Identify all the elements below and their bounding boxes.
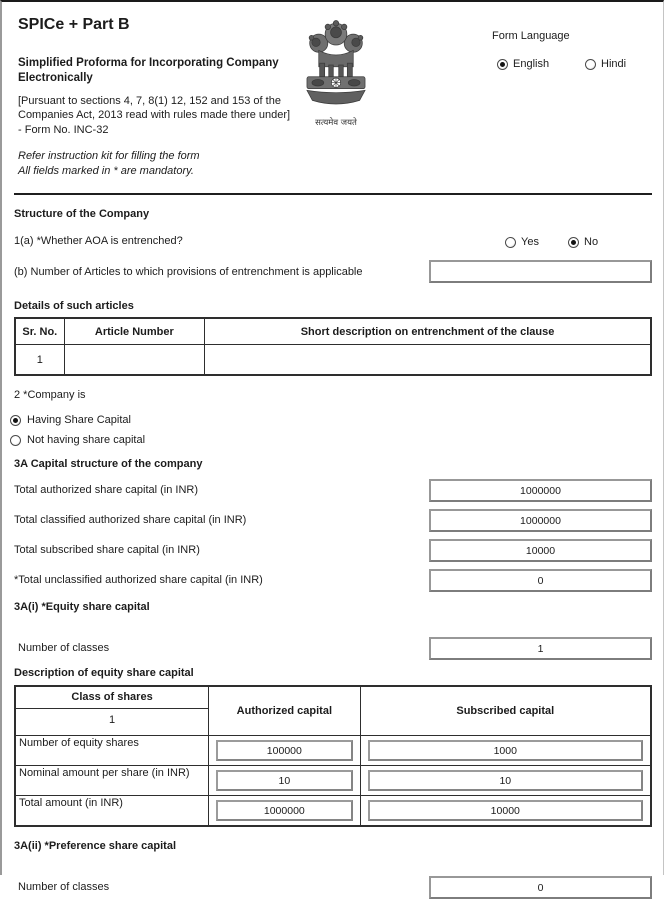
- equity-classes-input[interactable]: 1: [429, 637, 652, 660]
- equity-shares-subscribed-input[interactable]: 1000: [368, 740, 643, 761]
- english-radio[interactable]: [497, 59, 508, 70]
- total-classified-capital-input[interactable]: 1000000: [429, 509, 652, 532]
- nominal-amount-authorized-cell: [209, 766, 360, 796]
- mandatory-note: All fields marked in * are mandatory.: [18, 165, 194, 178]
- nominal-amount-subscribed-input[interactable]: 10: [368, 770, 643, 791]
- class-of-shares-header: Class of shares: [16, 687, 208, 709]
- article-description-cell[interactable]: [205, 345, 651, 376]
- class-of-shares-value: 1: [108, 714, 116, 726]
- india-emblem-icon: [295, 16, 377, 114]
- table-row: [15, 345, 651, 376]
- table-row: [15, 796, 651, 827]
- question-1a-row: [14, 235, 652, 250]
- having-share-capital-radio[interactable]: [10, 415, 21, 426]
- form-language-option-english[interactable]: [497, 57, 549, 71]
- class-of-shares-cell: [15, 686, 209, 736]
- equity-classes-row: [14, 637, 652, 660]
- equity-header-row: [15, 686, 651, 736]
- capital-structure-heading: 3A Capital structure of the company: [14, 458, 203, 470]
- equity-shares-row-label: Number of equity shares: [15, 736, 209, 766]
- total-authorized-capital-input[interactable]: 1000000: [429, 479, 652, 502]
- structure-section-heading: Structure of the Company: [14, 208, 150, 220]
- total-unclassified-capital-row: [14, 569, 652, 592]
- form-header: [14, 2, 652, 195]
- no-radio[interactable]: [568, 237, 579, 248]
- equity-description-heading: Description of equity share capital: [14, 667, 194, 679]
- total-authorized-capital-label: Total authorized share capital (in INR): [14, 484, 199, 496]
- sr-no-cell: 1: [15, 345, 64, 376]
- question-1b-row: [14, 259, 652, 285]
- question-1a-label: 1(a) *Whether AOA is entrenched?: [14, 235, 183, 247]
- article-number-cell[interactable]: [64, 345, 204, 376]
- hindi-radio[interactable]: [585, 59, 596, 70]
- pursuant-text: [18, 94, 330, 137]
- equity-share-capital-heading: 3A(i) *Equity share capital: [14, 601, 150, 613]
- total-unclassified-capital-label: *Total unclassified authorized share capital (in INR): [14, 574, 263, 586]
- form-number: - Form No. INC-32: [18, 123, 109, 136]
- total-amount-subscribed-cell: [360, 796, 651, 827]
- equity-shares-authorized-input[interactable]: 100000: [216, 740, 352, 761]
- total-amount-subscribed-input[interactable]: 10000: [368, 800, 643, 821]
- col-article-number: Article Number: [64, 318, 204, 345]
- authorized-capital-header: Authorized capital: [209, 686, 360, 736]
- not-having-share-capital-radio[interactable]: [10, 435, 21, 446]
- company-option-not-having-share-capital[interactable]: [10, 431, 652, 449]
- total-classified-capital-row: [14, 509, 652, 532]
- articles-header-row: [15, 318, 651, 345]
- nominal-amount-authorized-input[interactable]: 10: [216, 770, 352, 791]
- total-amount-row-label: Total amount (in INR): [15, 796, 209, 827]
- page-title: SPICe + Part B: [18, 16, 130, 33]
- form-language-label: Form Language: [492, 30, 570, 42]
- hindi-radio-label: Hindi: [601, 58, 627, 70]
- subscribed-capital-header: Subscribed capital: [360, 686, 651, 736]
- total-amount-authorized-cell: [209, 796, 360, 827]
- total-amount-authorized-input[interactable]: 1000000: [216, 800, 352, 821]
- nominal-amount-row-label: Nominal amount per share (in INR): [15, 766, 209, 796]
- form-notes: [18, 149, 200, 180]
- pursuant-clause: [Pursuant to sections 4, 7, 8(1) 12, 152 and 153 of the Companies Act, 2013 read with rules made there under]: [18, 95, 291, 122]
- total-classified-capital-label: Total classified authorized share capital (in INR): [14, 514, 247, 526]
- india-emblem: [295, 16, 377, 128]
- question-1b-label: (b) Number of Articles to which provisions of entrenchment is applicable: [14, 266, 363, 278]
- company-is-label: 2 *Company is: [14, 389, 86, 401]
- total-unclassified-capital-input[interactable]: 0: [429, 569, 652, 592]
- form-language-option-hindi[interactable]: [585, 57, 626, 71]
- articles-table: [14, 317, 652, 376]
- having-share-capital-label: Having Share Capital: [27, 414, 131, 426]
- table-row: [15, 766, 651, 796]
- equity-classes-label: Number of classes: [18, 642, 110, 654]
- preference-share-capital-heading: 3A(ii) *Preference share capital: [14, 840, 177, 852]
- emblem-caption: सत्यमेव जयते: [315, 118, 357, 128]
- yes-radio-label: Yes: [521, 236, 539, 248]
- total-subscribed-capital-label: Total subscribed share capital (in INR): [14, 544, 200, 556]
- equity-share-table: [14, 685, 652, 827]
- no-radio-label: No: [584, 236, 599, 248]
- company-option-having-share-capital[interactable]: [10, 411, 652, 429]
- equity-shares-authorized-cell: [209, 736, 360, 766]
- col-sr-no: Sr. No.: [15, 318, 64, 345]
- total-authorized-capital-row: [14, 479, 652, 502]
- entrenchment-articles-input[interactable]: [429, 260, 652, 283]
- table-row: [15, 736, 651, 766]
- articles-table-heading: Details of such articles: [14, 300, 134, 312]
- english-radio-label: English: [513, 58, 550, 70]
- total-subscribed-capital-row: [14, 539, 652, 562]
- equity-shares-subscribed-cell: [360, 736, 651, 766]
- preference-classes-label: Number of classes: [18, 881, 110, 893]
- nominal-amount-subscribed-cell: [360, 766, 651, 796]
- col-description: Short description on entrenchment of the clause: [205, 318, 651, 345]
- not-having-share-capital-label: Not having share capital: [27, 434, 146, 446]
- aoa-entrenched-option-yes[interactable]: [505, 235, 539, 249]
- preference-classes-row: [14, 876, 652, 899]
- preference-classes-input[interactable]: 0: [429, 876, 652, 899]
- yes-radio[interactable]: [505, 237, 516, 248]
- form-subtitle: Simplified Proforma for Incorporating Company Electronically: [18, 57, 279, 84]
- total-subscribed-capital-input[interactable]: 10000: [429, 539, 652, 562]
- aoa-entrenched-option-no[interactable]: [568, 235, 598, 249]
- instruction-note: Refer instruction kit for filling the form: [18, 150, 200, 162]
